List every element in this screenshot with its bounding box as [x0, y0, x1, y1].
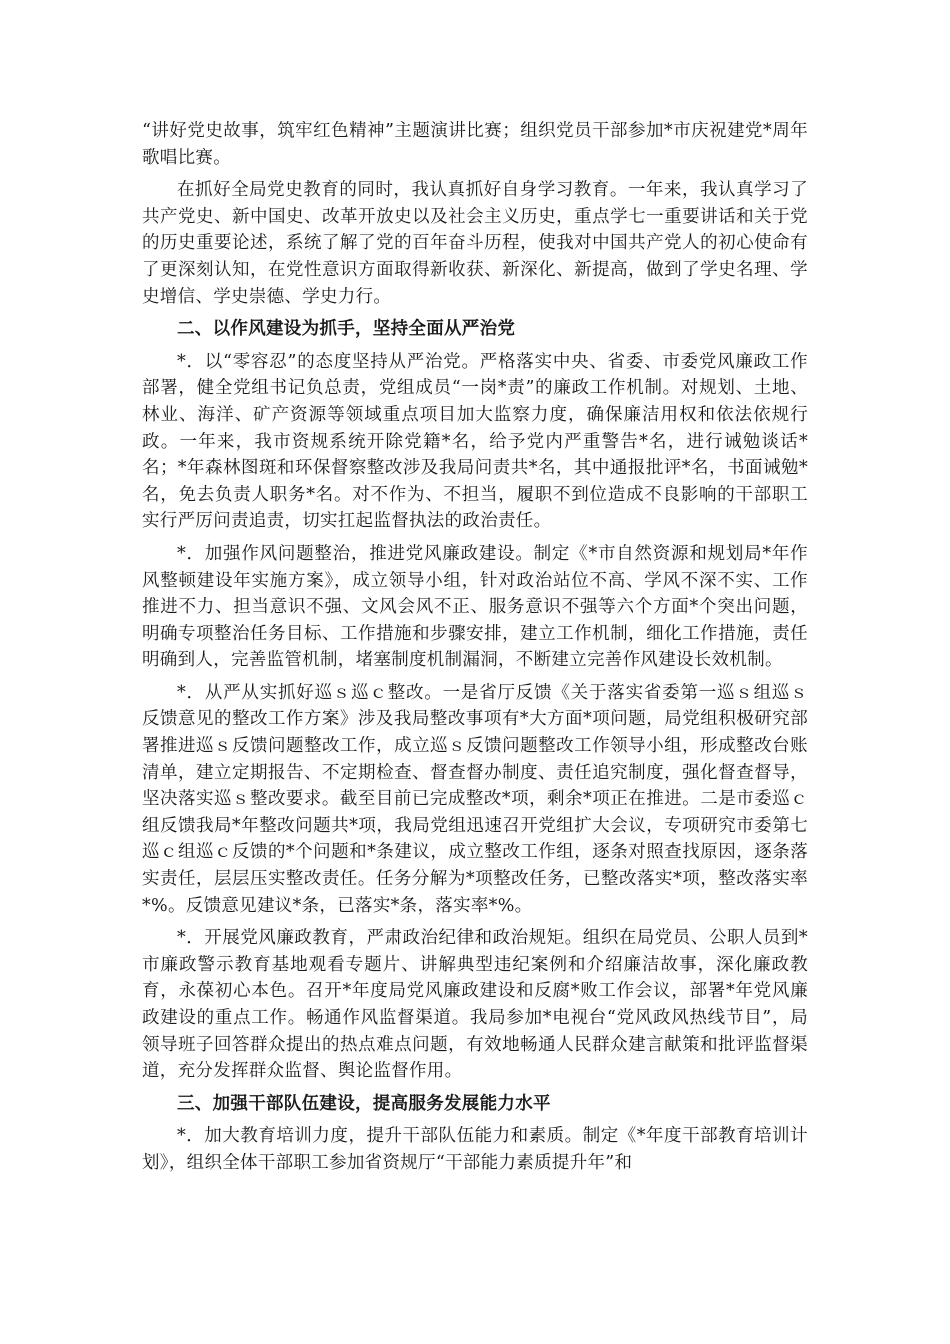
paragraph-zero-tolerance: *．以“零容忍”的态度坚持从严治党。严格落实中央、省委、市委党风廉政工作部署，健全党组书记负总责，党组成员“一岗*责”的廉政工作机制。对规划、土地、林业、海洋、矿产资源等领域重点项目加大监察力度，确保廉洁用权和依法依规行政。一年来，我市资规系统开除党籍*名，给予党内严重警告*名，进行诫勉谈话*名；*年森林图斑和环保督察整改涉及我局问责共*名，其中通报批评*名，书面诫勉*名，免去负责人职务*名。对不作为、不担当，履职不到位造成不良影响的干部职工实行严厉问责追责，切实扛起监督执法的政治责任。 [142, 351, 808, 532]
paragraph-training: *．加大教育培训力度，提升干部队伍能力和素质。制定《*年度干部教育培训计划》，组织全体干部职工参加省资规厅“干部能力素质提升年”和 [142, 1126, 808, 1173]
paragraph-continuation: “讲好党史故事，筑牢红色精神”主题演讲比赛；组织党员干部参加*市庆祝建党*周年歌唱比赛。 [142, 121, 808, 168]
paragraph-inspection-rectification: *．从严从实抓好巡ｓ巡ｃ整改。一是省厅反馈《关于落实省委第一巡ｓ组巡ｓ反馈意见的整改工作方案》涉及我局整改事项有*大方面*项问题，局党组积极研究部署推进巡ｓ反馈问题整改工作，成立巡ｓ反馈问题整改工作领导小组，形成整改台账清单，建立定期报告、不定期检查、督查督办制度、责任追究制度，强化督查督导，坚决落实巡ｓ整改要求。截至目前已完成整改*项，剩余*项正在推进。二是市委巡ｃ组反馈我局*年整改问题共*项，我局党组迅速召开党组扩大会议，专项研究市委第七巡ｃ组巡ｃ反馈的*个问题和*条建议，成立整改工作组，逐条对照查找原因，逐条落实责任，层层压实整改责任。任务分解为*项整改任务，已整改落实*项，整改落实率*%。反馈意见建议*条，已落实*条，落实率*%。 [142, 682, 808, 916]
section-heading-2: 二、以作风建设为抓手，坚持全面从严治党 [177, 319, 516, 340]
document-page [142, 118, 808, 1183]
paragraph-style-rectification: *．加强作风问题整治，推进党风廉政建设。制定《*市自然资源和规划局*年作风整顿建设年实施方案》，成立领导小组，针对政治站位不高、学风不深不实、工作推进不力、担当意识不强、文风会风不正、服务意识不强等六个方面*个突出问题，明确专项整治任务目标、工作措施和步骤安排，建立工作机制，细化工作措施，责任明确到人，完善监管机制，堵塞制度机制漏洞，不断建立完善作风建设长效机制。 [142, 543, 808, 671]
paragraph-self-study: 在抓好全局党史教育的同时，我认真抓好自身学习教育。一年来，我认真学习了共产党史、新中国史、改革开放史以及社会主义历史，重点学七一重要讲话和关于党的历史重要论述，系统了解了党的百年奋斗历程，使我对中国共产党人的初心使命有了更深刻认知，在党性意识方面取得新收获、新深化、新提高，做到了学史名理、学史增信、学史崇德、学史力行。 [142, 180, 808, 307]
paragraph-integrity-education: *．开展党风廉政教育，严肃政治纪律和政治规矩。组织在局党员、公职人员到*市廉政警示教育基地观看专题片、讲解典型违纪案例和介绍廉洁故事，深化廉政教育，永葆初心本色。召开*年度局党风廉政建设和反腐*败工作会议，部署*年党风廉政建设的重点工作。畅通作风监督渠道。我局参加*电视台“党风政风热线节目”，局领导班子回答群众提出的热点难点问题，有效地畅通人民群众建言献策和批评监督渠道，充分发挥群众监督、舆论监督作用。 [142, 928, 808, 1082]
section-heading-3: 三、加强干部队伍建设，提高服务发展能力水平 [177, 1093, 551, 1114]
